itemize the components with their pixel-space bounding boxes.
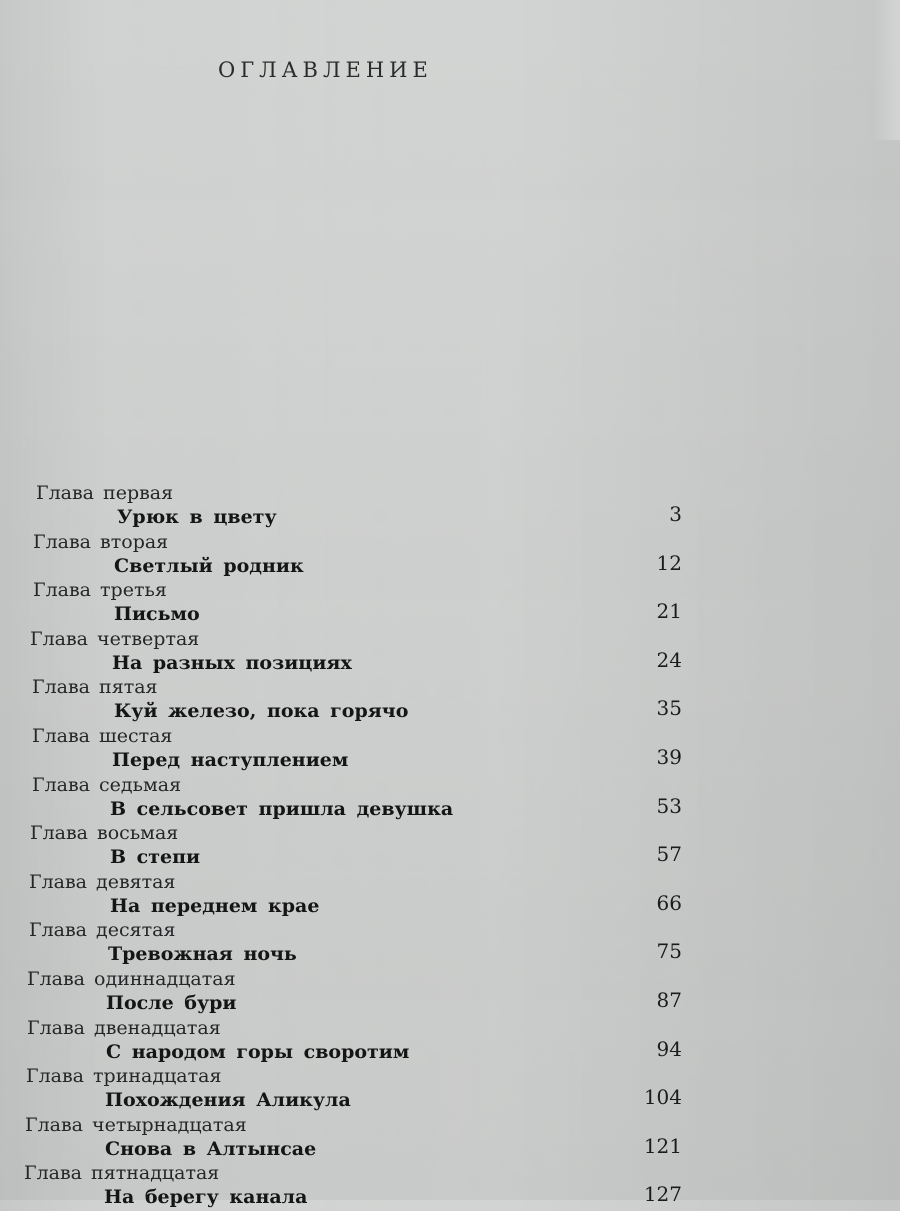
chapter-title: Снова в Алтынсае: [105, 1137, 317, 1160]
chapter-title: В степи: [110, 846, 201, 869]
chapter-title: В сельсовет пришла девушка: [110, 797, 454, 820]
chapter-label: Глава пятая: [32, 676, 158, 699]
chapter-label: Глава четвертая: [30, 627, 200, 650]
toc-entry: [0, 725, 900, 774]
chapter-title: С народом горы своротим: [106, 1040, 410, 1063]
chapter-label: Глава четырнадцатая: [25, 1113, 247, 1136]
toc-entry: [0, 822, 900, 871]
chapter-label: Глава десятая: [29, 919, 176, 942]
chapter-label: Глава двенадцатая: [27, 1016, 221, 1039]
chapter-title: Письмо: [114, 603, 200, 626]
page-number: 104: [643, 1085, 682, 1110]
chapter-label: Глава первая: [36, 482, 174, 504]
chapter-title: После бури: [106, 991, 237, 1014]
toc-entry: [0, 531, 900, 580]
toc-entry: [0, 482, 900, 531]
chapter-title: На берегу канала: [104, 1186, 308, 1209]
chapter-label: Глава шестая: [32, 724, 173, 747]
page-edge-shading: [872, 0, 900, 140]
chapter-title: Тревожная ночь: [108, 943, 297, 966]
chapter-label: Глава тринадцатая: [26, 1065, 222, 1088]
chapter-title: Похождения Аликула: [105, 1089, 351, 1112]
toc-entry: [0, 676, 900, 725]
page-number: 21: [656, 599, 682, 624]
chapter-label: Глава одиннадцатая: [27, 967, 236, 990]
chapter-label: Глава пятнадцатая: [24, 1162, 220, 1185]
page-number: 3: [669, 502, 682, 526]
chapter-title: На разных позициях: [112, 651, 352, 674]
toc-entry: [0, 871, 900, 920]
chapter-title: Перед наступлением: [112, 748, 349, 771]
toc-entry: [0, 1017, 900, 1066]
toc-entry: [0, 579, 900, 628]
page-number: 94: [656, 1036, 682, 1061]
toc-entry: [0, 1162, 900, 1211]
table-of-contents: [0, 482, 900, 1211]
chapter-label: Глава третья: [33, 579, 167, 602]
page-number: 127: [643, 1182, 682, 1207]
chapter-label: Глава седьмая: [32, 773, 182, 796]
page-number: 12: [656, 550, 682, 575]
chapter-title: Куй железо, пока горячо: [114, 700, 409, 723]
chapter-label: Глава восьмая: [30, 822, 179, 845]
page-number: 39: [656, 744, 682, 769]
toc-entry: [0, 628, 900, 677]
chapter-label: Глава девятая: [29, 870, 176, 893]
toc-entry: [0, 919, 900, 968]
page-number: 66: [656, 890, 682, 915]
page-number: 24: [656, 647, 682, 672]
page-number: 121: [643, 1133, 682, 1158]
toc-entry: [0, 774, 900, 823]
toc-entry: [0, 968, 900, 1017]
page-heading: ОГЛАВЛЕНИЕ: [218, 58, 433, 82]
chapter-title: На переднем крае: [110, 894, 320, 917]
page-number: 87: [656, 987, 682, 1012]
page-number: 57: [656, 842, 682, 867]
toc-entry: [0, 1065, 900, 1114]
page-number: 35: [656, 696, 682, 721]
page-number: 75: [656, 939, 682, 964]
toc-entry: [0, 1114, 900, 1163]
page-number: 53: [656, 793, 682, 818]
chapter-label: Глава вторая: [33, 530, 169, 553]
chapter-title: Светлый родник: [114, 554, 304, 577]
chapter-title: Урюк в цвету: [117, 506, 277, 528]
